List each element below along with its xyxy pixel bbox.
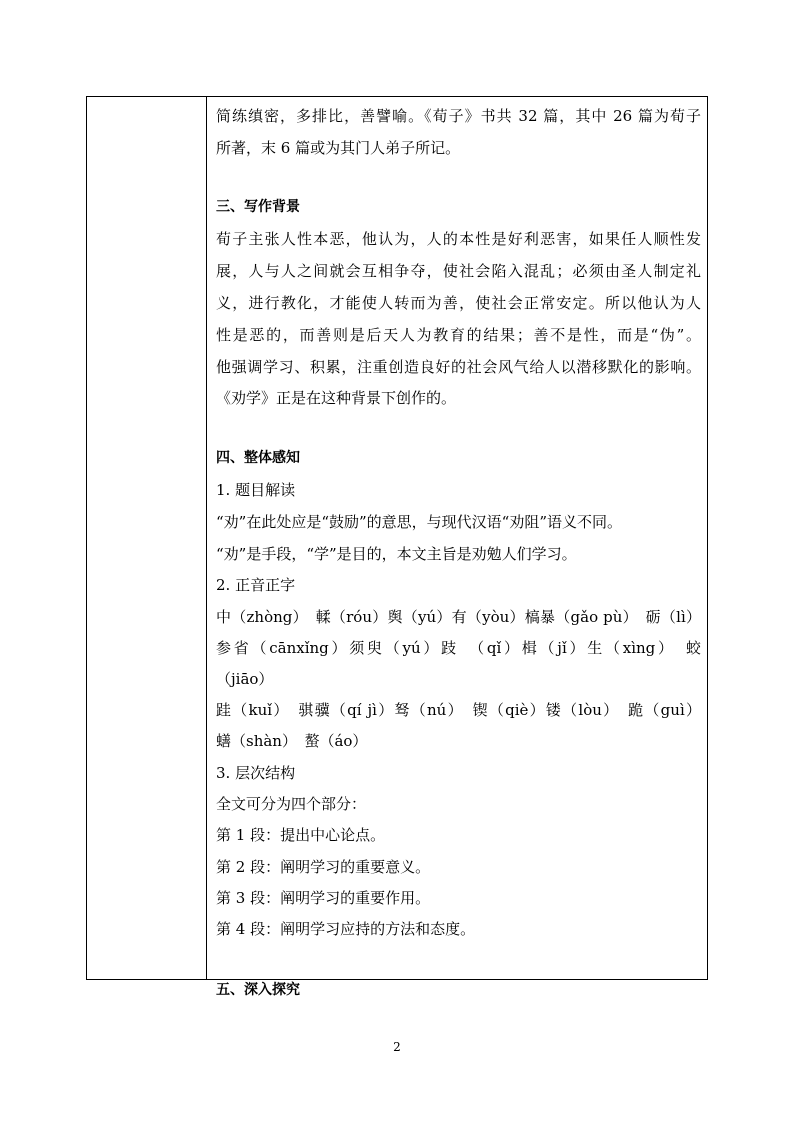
subheading: 1. 题目解读 xyxy=(216,481,296,499)
text-line: 性是恶的，而善则是后天人为教育的结果；善不是性，而是“伪”。 xyxy=(216,326,701,344)
text-line: “劝”在此处应是“鼓励”的意思，与现代汉语“劝阻”语义不同。 xyxy=(216,513,623,531)
text-line: 第 2 段：阐明学习的重要意义。 xyxy=(216,858,431,876)
content-table xyxy=(86,96,708,998)
text-line: 他强调学习、积累，注重创造良好的社会风气给人以潜移默化的影响。 xyxy=(216,358,701,376)
text-line: 全文可分为四个部分： xyxy=(216,795,367,813)
page-number: 2 xyxy=(393,1040,401,1054)
text-line: 义，进行教化，才能使人转而为善，使社会正常安定。所以他认为人 xyxy=(216,294,701,312)
pronunciation-line: 参省（cānxǐng）须臾（yú）跂 （qǐ）楫（jǐ）生（xìng） 蛟 xyxy=(216,639,701,657)
text-line: 展，人与人之间就会互相争夺，使社会陷入混乱；必须由圣人制定礼 xyxy=(216,262,701,280)
text-line: 第 1 段：提出中心论点。 xyxy=(216,826,386,844)
pronunciation-line: （jiāo） xyxy=(216,670,274,688)
subheading: 2. 正音正字 xyxy=(216,576,296,594)
pronunciation-line: 中（zhòng） 輮（róu）舆（yú）有（yòu）槁暴（gǎo pù） 砺（lì） xyxy=(216,608,701,626)
pronunciation-line: 跬（kuǐ） 骐骥（qí jì）驽（nú） 锲（qiè）镂（lòu） 跪（guì） xyxy=(216,701,701,719)
text-line: 所著，末 6 篇或为其门人弟子所记。 xyxy=(216,139,461,157)
section-heading: 三、写作背景 xyxy=(216,199,300,215)
text-line: 《劝学》正是在这种背景下创作的。 xyxy=(216,389,457,407)
table-left-column xyxy=(87,97,207,979)
text-line: “劝”是手段，“学”是目的，本文主旨是劝勉人们学习。 xyxy=(216,545,577,563)
text-line: 荀子主张人性本恶，他认为，人的本性是好利恶害，如果任人顺性发 xyxy=(216,230,701,248)
section-heading: 四、整体感知 xyxy=(216,450,300,466)
subheading: 3. 层次结构 xyxy=(216,764,296,782)
text-line: 第 3 段：阐明学习的重要作用。 xyxy=(216,889,431,907)
table-right-column xyxy=(208,97,707,998)
text-line: 简练缜密，多排比，善譬喻。《荀子》书共 32 篇，其中 26 篇为荀子 xyxy=(216,107,701,125)
pronunciation-line: 蟮（shàn） 螯（áo） xyxy=(216,732,368,750)
section-heading: 五、深入探究 xyxy=(216,982,300,998)
text-line: 第 4 段：阐明学习应持的方法和态度。 xyxy=(216,920,476,938)
